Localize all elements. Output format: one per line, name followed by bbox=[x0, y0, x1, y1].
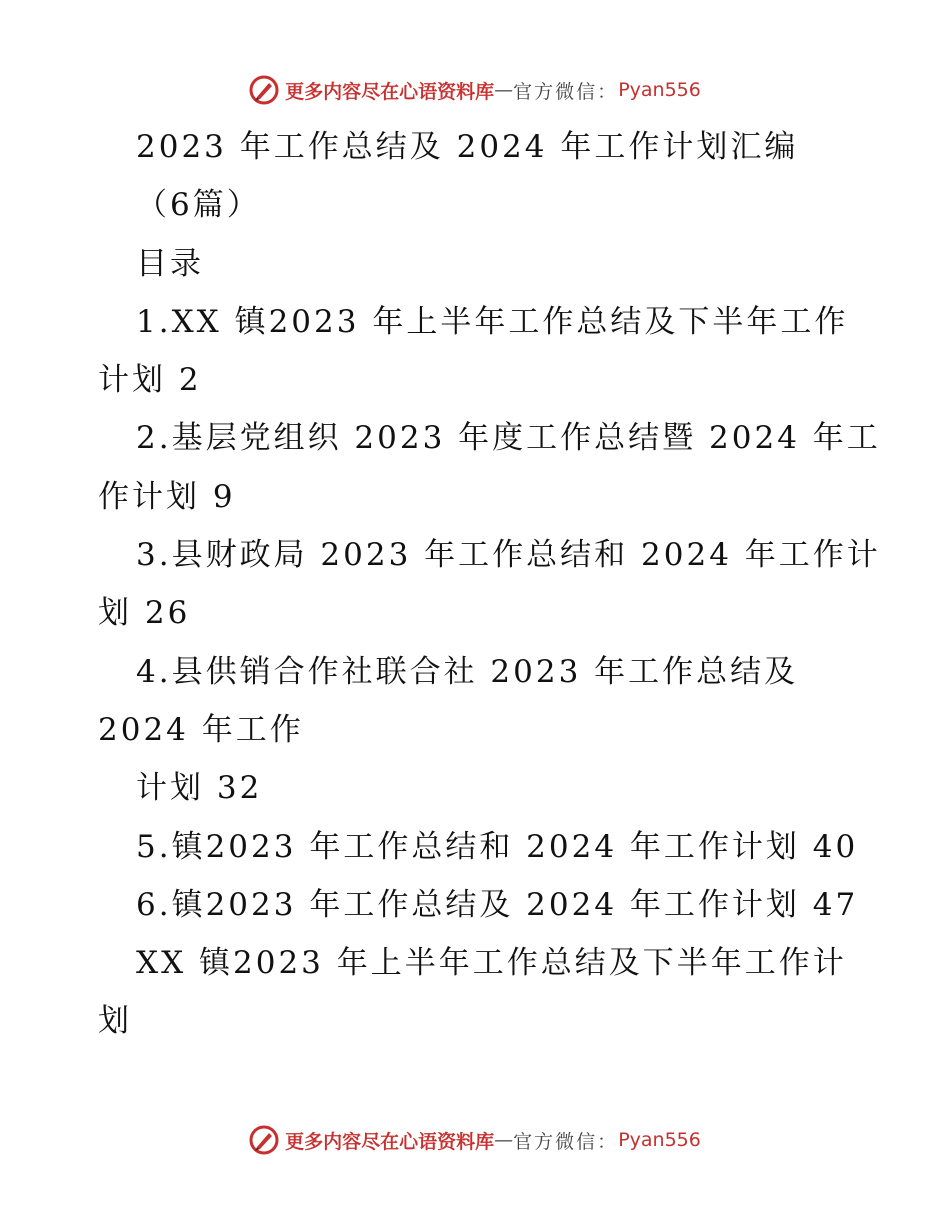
toc-entry-3-cont: 划 26 bbox=[98, 595, 191, 632]
toc-entry-6: 6.镇2023 年工作总结及 2024 年工作计划 47 bbox=[136, 886, 859, 923]
watermark-promo-text: 更多内容尽在心语资料库 bbox=[285, 1130, 495, 1153]
watermark-wechat-id: Pyan556 bbox=[618, 1129, 701, 1151]
document-subtitle-line: （6篇） bbox=[136, 187, 261, 224]
watermark-wechat-label: 官方微信： bbox=[513, 80, 619, 103]
toc-entry-2-cont: 作计划 9 bbox=[98, 478, 236, 515]
toc-entry-4: 4.县供销合作社联合社 2023 年工作总结及 bbox=[136, 653, 799, 690]
toc-entry-2: 2.基层党组织 2023 年度工作总结暨 2024 年工 bbox=[136, 420, 881, 457]
red-pen-logo-icon bbox=[249, 75, 279, 105]
watermark-wechat-label: 官方微信： bbox=[513, 1130, 619, 1153]
toc-heading: 目录 bbox=[136, 245, 204, 282]
footer-watermark bbox=[0, 1120, 950, 1160]
toc-entry-4-cont: 2024 年工作 bbox=[98, 711, 304, 748]
section-heading-cont: 划 bbox=[98, 1003, 132, 1040]
toc-entry-4-cont-2: 计划 32 bbox=[136, 770, 263, 807]
toc-entry-1: 1.XX 镇2023 年上半年工作总结及下半年工作 bbox=[136, 303, 849, 340]
toc-entry-1-cont: 计划 2 bbox=[98, 362, 202, 399]
watermark-promo-text: 更多内容尽在心语资料库 bbox=[285, 80, 495, 103]
document-body bbox=[98, 118, 881, 1051]
document-title-line: 2023 年工作总结及 2024 年工作计划汇编 bbox=[136, 129, 799, 165]
toc-entry-3: 3.县财政局 2023 年工作总结和 2024 年工作计 bbox=[136, 537, 881, 574]
section-heading: XX 镇2023 年上半年工作总结及下半年工作计 bbox=[136, 945, 847, 982]
header-watermark bbox=[0, 70, 950, 110]
red-pen-logo-icon bbox=[249, 1125, 279, 1155]
watermark-separator: — bbox=[494, 1129, 514, 1151]
watermark-separator: — bbox=[494, 79, 514, 101]
watermark-wechat-id: Pyan556 bbox=[618, 79, 701, 101]
toc-entry-5: 5.镇2023 年工作总结和 2024 年工作计划 40 bbox=[136, 828, 859, 865]
